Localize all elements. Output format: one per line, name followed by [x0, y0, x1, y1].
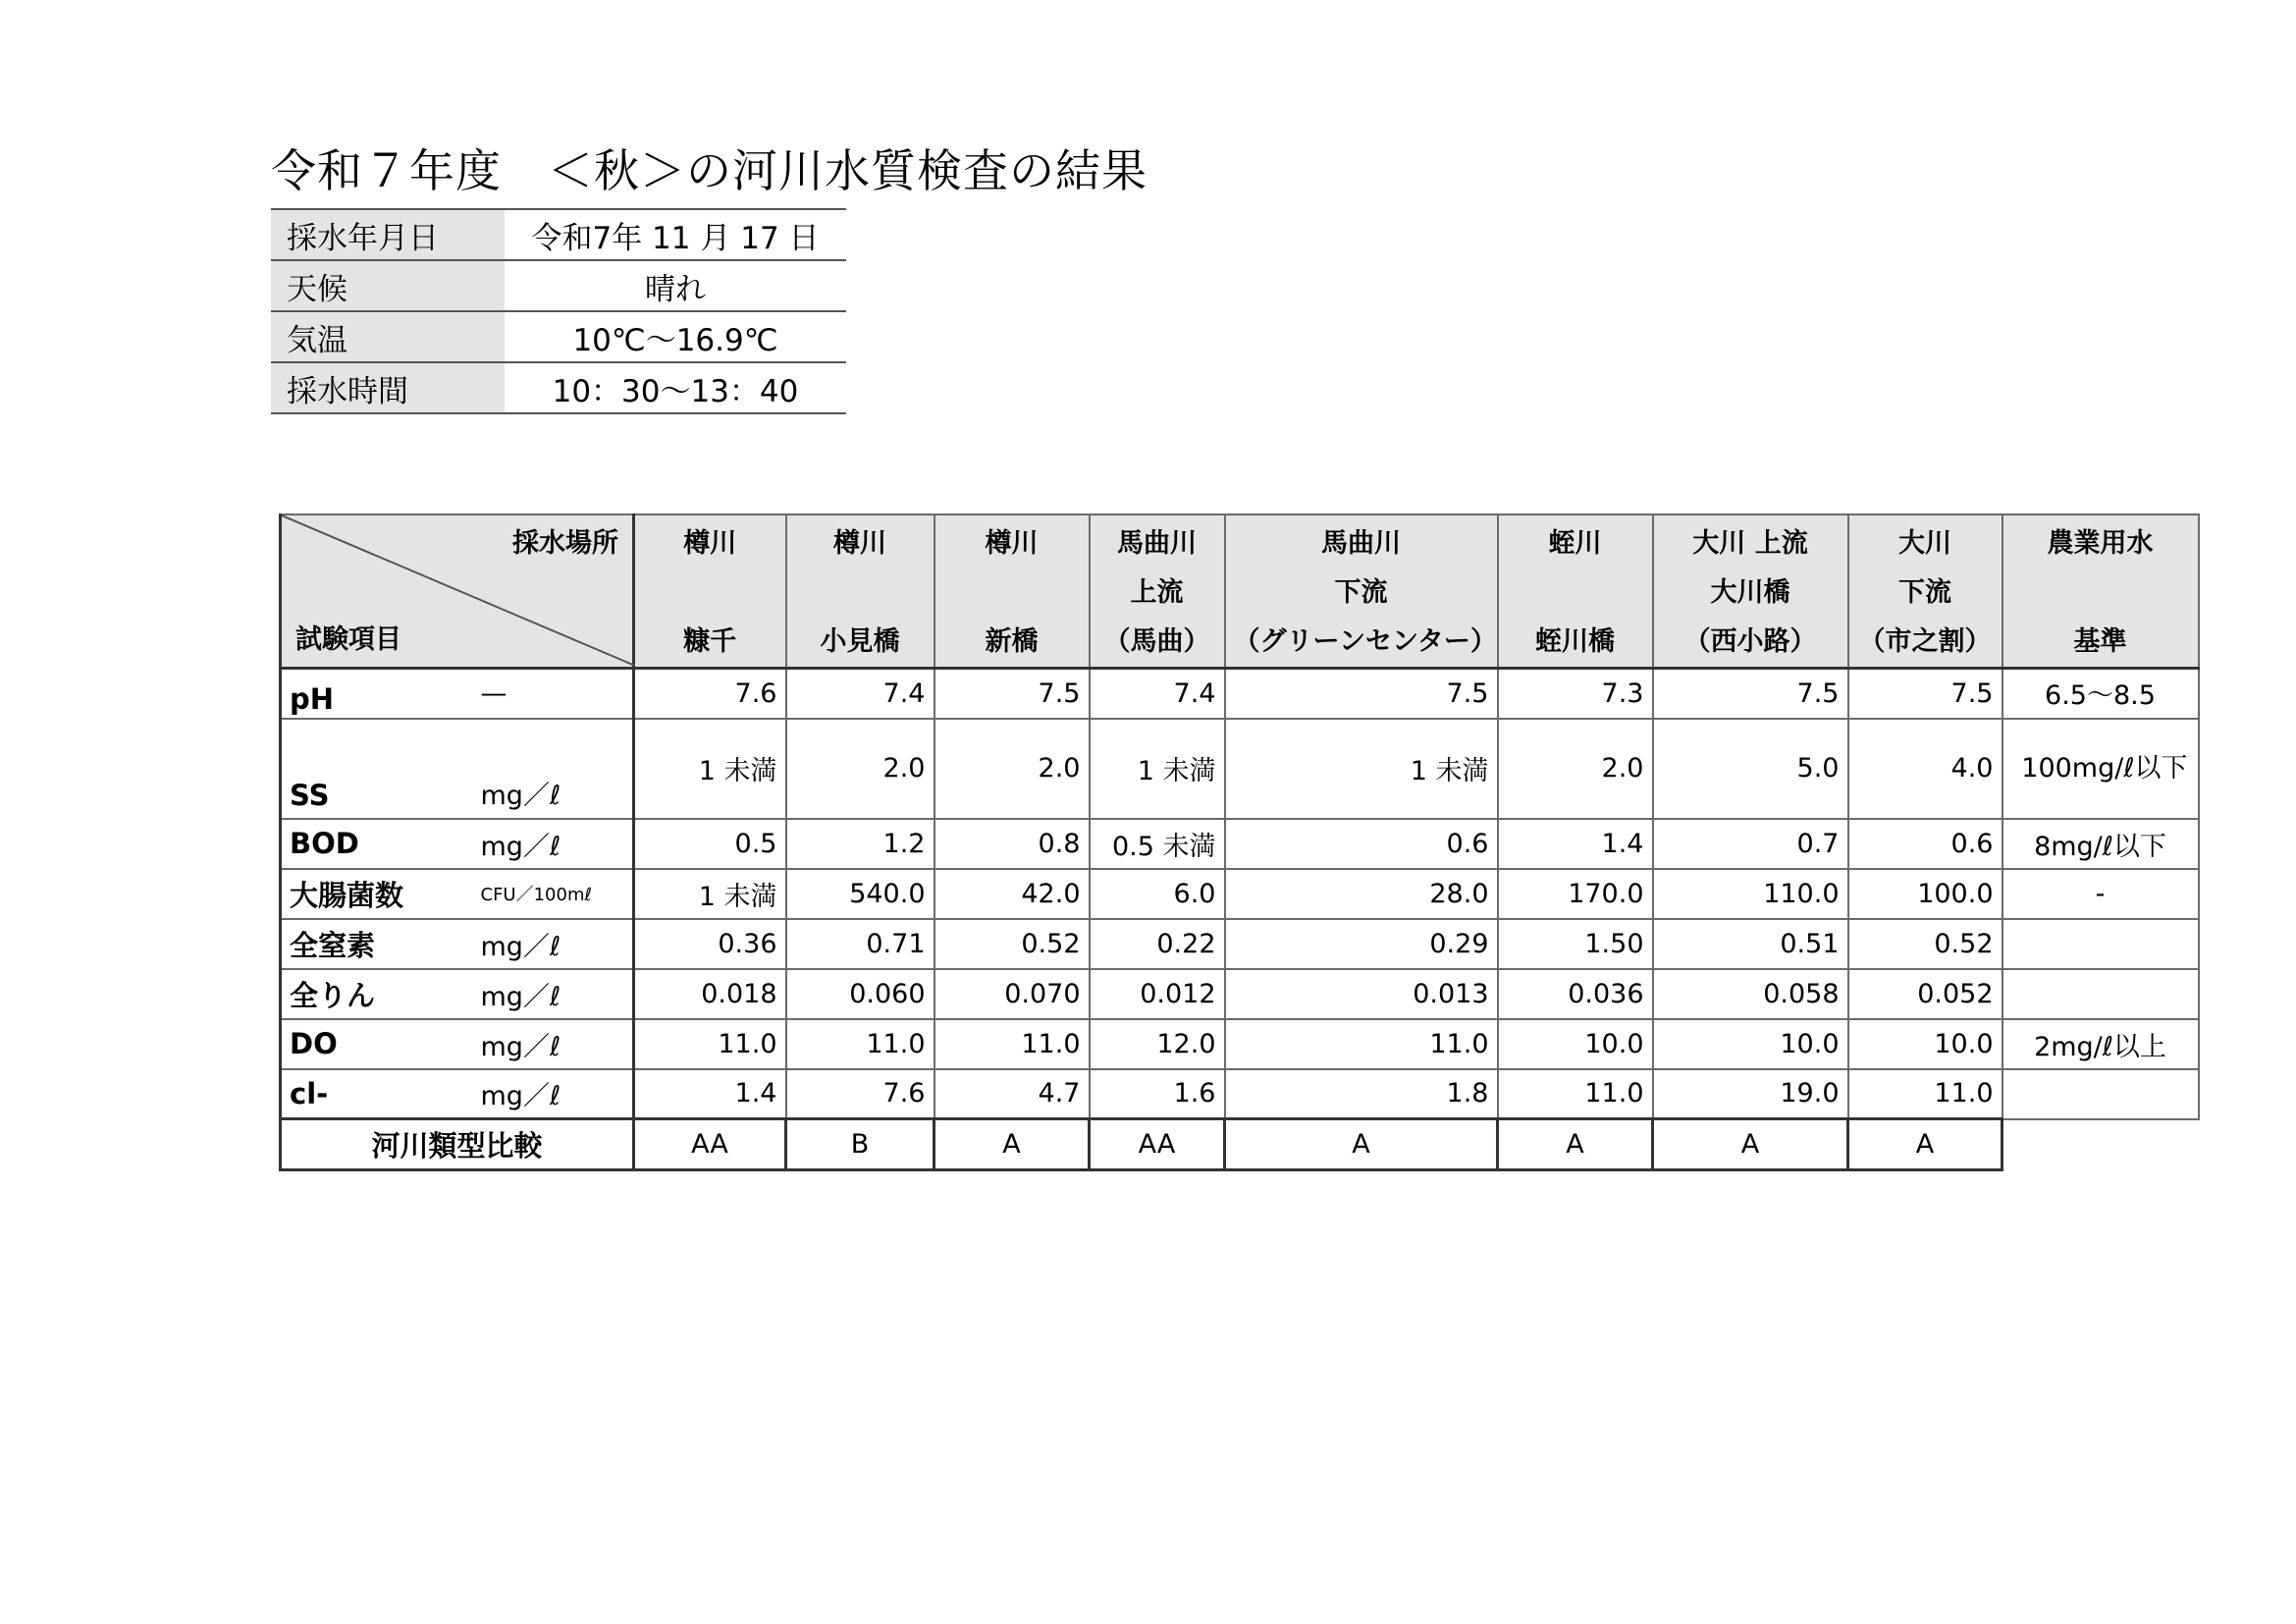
header-line [1507, 568, 1644, 618]
info-value: 晴れ [505, 260, 846, 311]
sampling-info-table [271, 208, 846, 414]
header-line: （市之割） [1858, 626, 1992, 657]
header-line [943, 568, 1081, 618]
corner-header-cell [281, 514, 634, 669]
value-cell: 12.0 [1090, 1019, 1225, 1069]
test-item: DO [281, 1019, 473, 1069]
value-cell: 2.0 [1498, 719, 1653, 819]
header-line: 馬曲川 [1321, 528, 1401, 559]
header-line: 農業用水 [2047, 528, 2154, 559]
value-cell: 0.7 [1653, 819, 1848, 869]
value-cell: 2.0 [786, 719, 934, 819]
comparison-value: AA [1090, 1119, 1225, 1170]
unit: CFU／100mℓ [473, 869, 634, 919]
value-cell: 19.0 [1653, 1069, 1848, 1119]
header-line [643, 568, 777, 618]
value-cell: 0.013 [1225, 969, 1498, 1019]
test-item-label: 試験項目 [295, 624, 401, 655]
value-cell: 4.0 [1848, 719, 2002, 819]
comparison-value: A [1653, 1119, 1848, 1170]
value-cell: 1 未満 [1090, 719, 1225, 819]
value-cell: 0.22 [1090, 919, 1225, 969]
value-cell: 0.070 [934, 969, 1090, 1019]
info-row [271, 362, 846, 413]
info-value: 令和7年 11 月 17 日 [505, 209, 846, 260]
value-cell: 0.29 [1225, 919, 1498, 969]
value-cell: 1.4 [1498, 819, 1653, 869]
value-cell: 10.0 [1498, 1019, 1653, 1069]
value-cell: 0.036 [1498, 969, 1653, 1019]
comparison-value: A [1498, 1119, 1653, 1170]
sampling-location-label: 採水場所 [512, 528, 618, 559]
value-cell: 1 未満 [634, 869, 786, 919]
value-cell: 0.5 未満 [1090, 819, 1225, 869]
value-cell: 11.0 [1498, 1069, 1653, 1119]
value-cell: 110.0 [1653, 869, 1848, 919]
standard-cell [2002, 969, 2199, 1019]
value-cell: 7.4 [1090, 669, 1225, 719]
unit: mg／ℓ [473, 1019, 634, 1069]
value-cell: 42.0 [934, 869, 1090, 919]
value-cell: 4.7 [934, 1069, 1090, 1119]
value-cell: 0.51 [1653, 919, 1848, 969]
header-line [795, 568, 926, 618]
header-line: 馬曲川 [1117, 528, 1197, 559]
info-label: 採水時間 [271, 362, 505, 413]
standard-cell [2002, 1069, 2199, 1119]
value-cell: 1.4 [634, 1069, 786, 1119]
test-item: 全りん [281, 969, 473, 1019]
info-label: 採水年月日 [271, 209, 505, 260]
site-header [1225, 514, 1498, 669]
test-item: 全窒素 [281, 919, 473, 969]
comparison-value: A [1225, 1119, 1498, 1170]
value-cell: 1 未満 [1225, 719, 1498, 819]
value-cell: 10.0 [1848, 1019, 2002, 1069]
value-cell: 5.0 [1653, 719, 1848, 819]
header-line: 樽川 [683, 528, 737, 559]
value-cell: 7.5 [934, 669, 1090, 719]
unit: — [473, 669, 634, 719]
site-header [1498, 514, 1653, 669]
value-cell: 7.5 [1225, 669, 1498, 719]
value-cell: 0.012 [1090, 969, 1225, 1019]
value-cell: 10.0 [1653, 1019, 1848, 1069]
table-row [281, 719, 2199, 819]
unit: mg／ℓ [473, 719, 634, 819]
site-header [1848, 514, 2002, 669]
header-line: （グリーンセンター） [1233, 626, 1497, 657]
header-line: （馬曲） [1103, 626, 1210, 657]
value-cell: 540.0 [786, 869, 934, 919]
value-cell: 0.6 [1848, 819, 2002, 869]
comparison-value: B [786, 1119, 934, 1170]
site-header [634, 514, 786, 669]
value-cell: 0.018 [634, 969, 786, 1019]
info-value: 10℃～16.9℃ [505, 311, 846, 362]
standard-cell: 2mg/ℓ以上 [2002, 1019, 2199, 1069]
value-cell: 0.060 [786, 969, 934, 1019]
value-cell: 0.52 [934, 919, 1090, 969]
value-cell: 28.0 [1225, 869, 1498, 919]
test-item: cl- [281, 1069, 473, 1119]
header-line: 小見橋 [820, 626, 900, 657]
header-line: 新橋 [985, 626, 1039, 657]
value-cell: 1 未満 [634, 719, 786, 819]
site-header [786, 514, 934, 669]
info-label: 気温 [271, 311, 505, 362]
value-cell: 1.8 [1225, 1069, 1498, 1119]
standard-cell: 8mg/ℓ以下 [2002, 819, 2199, 869]
value-cell: 1.6 [1090, 1069, 1225, 1119]
test-item: 大腸菌数 [281, 869, 473, 919]
header-line: 下流 [1898, 577, 1951, 608]
unit: mg／ℓ [473, 919, 634, 969]
value-cell: 0.8 [934, 819, 1090, 869]
standard-cell: - [2002, 869, 2199, 919]
header-line: 蛭川橋 [1535, 626, 1615, 657]
comparison-label: 河川類型比較 [281, 1119, 634, 1170]
header-line: 大川 上流 [1692, 528, 1808, 559]
table-row [281, 1019, 2199, 1069]
info-value: 10：30～13：40 [505, 362, 846, 413]
info-row [271, 260, 846, 311]
header-line: 樽川 [833, 528, 886, 559]
value-cell: 11.0 [786, 1019, 934, 1069]
header-line: 糠千 [683, 626, 737, 657]
value-cell: 7.3 [1498, 669, 1653, 719]
unit: mg／ℓ [473, 819, 634, 869]
value-cell: 7.5 [1653, 669, 1848, 719]
value-cell: 7.4 [786, 669, 934, 719]
unit: mg／ℓ [473, 1069, 634, 1119]
value-cell: 11.0 [1848, 1069, 2002, 1119]
table-row [281, 919, 2199, 969]
value-cell: 0.058 [1653, 969, 1848, 1019]
test-item: pH [281, 669, 473, 719]
comparison-row [281, 1119, 2199, 1170]
value-cell: 100.0 [1848, 869, 2002, 919]
site-header [1090, 514, 1225, 669]
header-line: 大川橋 [1710, 577, 1790, 608]
table-row [281, 969, 2199, 1019]
info-row [271, 209, 846, 260]
value-cell: 2.0 [934, 719, 1090, 819]
comparison-value: A [1848, 1119, 2002, 1170]
header-line: 大川 [1898, 528, 1951, 559]
page-title: 令和７年度 ＜秋＞の河川水質検査の結果 [271, 144, 1148, 197]
value-cell: 7.6 [634, 669, 786, 719]
value-cell: 0.6 [1225, 819, 1498, 869]
unit: mg／ℓ [473, 969, 634, 1019]
value-cell: 0.5 [634, 819, 786, 869]
header-line: 上流 [1130, 577, 1184, 608]
header-line: 蛭川 [1548, 528, 1602, 559]
header-line [2011, 568, 2190, 618]
value-cell: 1.2 [786, 819, 934, 869]
header-line: 下流 [1334, 577, 1388, 608]
header-line: （西小路） [1683, 626, 1817, 657]
header-line: 基準 [2073, 626, 2127, 657]
value-cell: 11.0 [934, 1019, 1090, 1069]
value-cell: 0.52 [1848, 919, 2002, 969]
table-row [281, 1069, 2199, 1119]
test-item: SS [281, 719, 473, 819]
value-cell: 11.0 [634, 1019, 786, 1069]
value-cell: 6.0 [1090, 869, 1225, 919]
value-cell: 0.36 [634, 919, 786, 969]
value-cell: 1.50 [1498, 919, 1653, 969]
value-cell: 170.0 [1498, 869, 1653, 919]
info-label: 天候 [271, 260, 505, 311]
standard-cell [2002, 919, 2199, 969]
comparison-value: AA [634, 1119, 786, 1170]
table-row [281, 819, 2199, 869]
table-row [281, 669, 2199, 719]
value-cell: 7.5 [1848, 669, 2002, 719]
site-header [1653, 514, 1848, 669]
header-line: 樽川 [985, 528, 1039, 559]
test-item: BOD [281, 819, 473, 869]
standard-cell: 6.5～8.5 [2002, 669, 2199, 719]
comparison-value: A [934, 1119, 1090, 1170]
standard-cell: 100mg/ℓ以下 [2002, 719, 2199, 819]
empty-cell [2002, 1119, 2199, 1170]
site-header [934, 514, 1090, 669]
info-row [271, 311, 846, 362]
water-quality-table [279, 514, 2200, 1171]
value-cell: 11.0 [1225, 1019, 1498, 1069]
value-cell: 0.052 [1848, 969, 2002, 1019]
standard-header [2002, 514, 2199, 669]
value-cell: 0.71 [786, 919, 934, 969]
value-cell: 7.6 [786, 1069, 934, 1119]
table-row [281, 869, 2199, 919]
